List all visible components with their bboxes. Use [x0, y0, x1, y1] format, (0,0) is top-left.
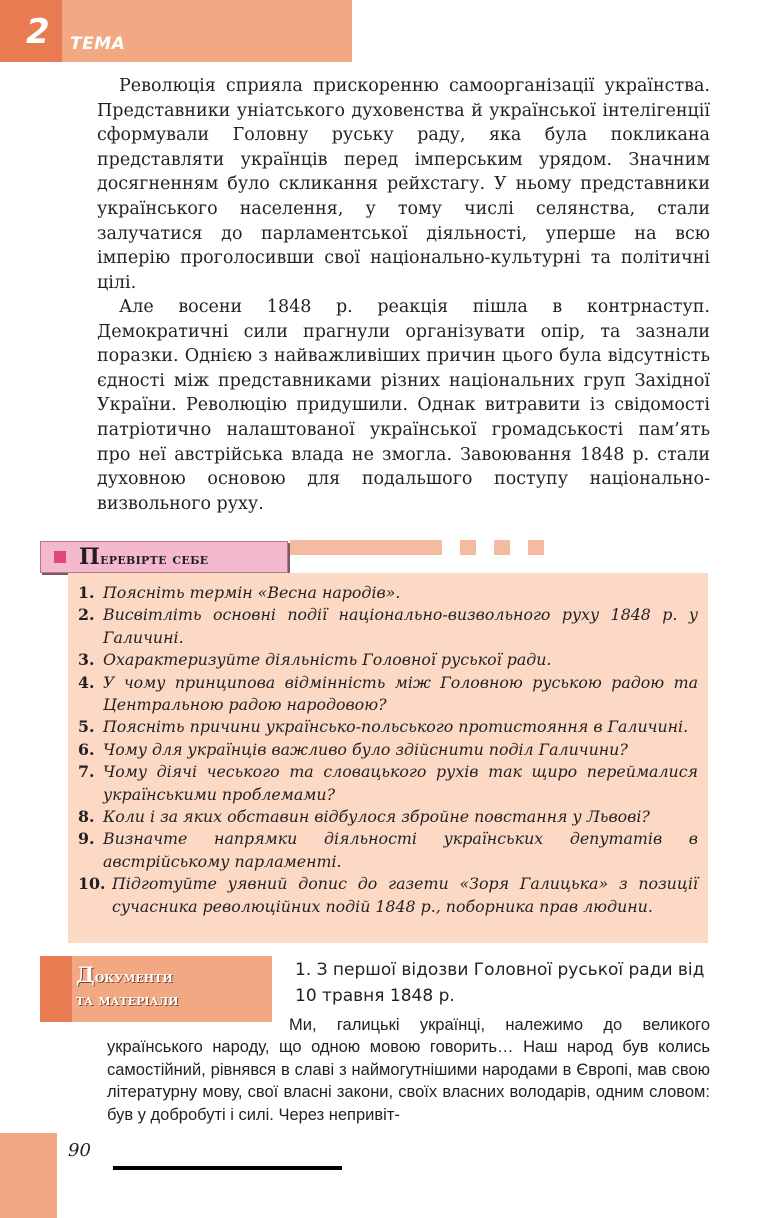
- decorative-square: [494, 540, 510, 555]
- decorative-bar: [290, 540, 442, 555]
- chapter-label: ТЕМА: [70, 34, 126, 54]
- question-item: 2. Висвітліть основні події національно-визвольного руху 1848 р. у Галичині.: [78, 605, 698, 647]
- decorative-square: [460, 540, 476, 555]
- question-item: 6. Чому для українців важливо було здійснити поділ Галичини?: [78, 739, 628, 759]
- document-text: [107, 1014, 710, 1126]
- document-text-body: Ми, галицькі українці, належимо до великого українського народу, що одною мовою говорить… Наш народ був колись самостійний, рівнявся в славі з наймогутнішими народами в Європі, мав свою літературну мову, свої власні закони, своїх власних володарів, одним словом: був у добробуті і силі. Через непривіт-: [107, 1016, 710, 1124]
- question-item: 4. У чому принципова відмінність між Головною руською радою та Центральною радою народовою?: [78, 672, 698, 715]
- documents-banner-accent: [40, 956, 72, 1022]
- page-number: 90: [68, 1140, 91, 1161]
- question-item: 8. Коли і за яких обставин відбулося збройне повстання у Львові?: [78, 807, 650, 827]
- documents-subtitle: та матеріали: [76, 991, 179, 1009]
- document-heading: 1. З першої відозви Головної руської ради від 10 травня 1848 р.: [295, 960, 705, 1006]
- check-yourself-title: Перевірте себе: [79, 544, 209, 570]
- question-item: 5. Поясніть причини українсько-польського протистояння в Галичині.: [78, 717, 689, 737]
- square-bullet-icon: [54, 551, 66, 563]
- body-paragraph-1: [97, 74, 710, 295]
- question-item: 10. Підготуйте уявний допис до газети «Зоря Галицька» з позиції сучасника революційних подій 1848 р., поборника прав людини.: [78, 874, 698, 916]
- footer-accent-bar: [0, 1133, 57, 1218]
- body-paragraph-2: [97, 295, 710, 516]
- documents-title: Документи: [76, 962, 173, 987]
- footer-rule: [113, 1166, 342, 1170]
- chapter-number: 2: [26, 12, 50, 52]
- question-item: 9. Визначте напрямки діяльності українських депутатів в австрійському парламенті.: [78, 829, 698, 871]
- body-paragraph-1-text: Революція сприяла прискоренню самоорганізації українства. Представники уніатського духовенства й української інтелігенції сформували Головну руську раду, яка була покликана представляти українців перед імперським урядом. Значним досягненням було скликання рейхстагу. У ньому представники українського населення, у тому числі селянства, стали залучатися до парламентської діяльності, уперше на всю імперію проголосивши свої національно-культурні та політичні цілі.: [97, 76, 710, 293]
- question-item: 7. Чому діячі чеського та словацького рухів так щиро переймалися українськими проблемами?: [78, 762, 698, 804]
- questions-list: [78, 582, 698, 918]
- body-paragraph-2-text: Але восени 1848 р. реакція пішла в контрнаступ. Демократичні сили прагнули організувати опір, та зазнали поразки. Однією з найважливіших причин цього була відсутність єдності між представниками різних національних груп Західної України. Революцію придушили. Однак витравити із свідомості патріотично налаштованої української громадськості пам’ять про неї австрійська влада не змогла. Завоювання 1848 р. стали духовною основою для подальшого поступу національно-визвольного руху.: [97, 297, 710, 514]
- decorative-square: [528, 540, 544, 555]
- question-item: 3. Охарактеризуйте діяльність Головної руської ради.: [78, 650, 552, 670]
- question-item: 1. Поясніть термін «Весна народів».: [78, 583, 401, 602]
- check-yourself-label: [40, 541, 288, 573]
